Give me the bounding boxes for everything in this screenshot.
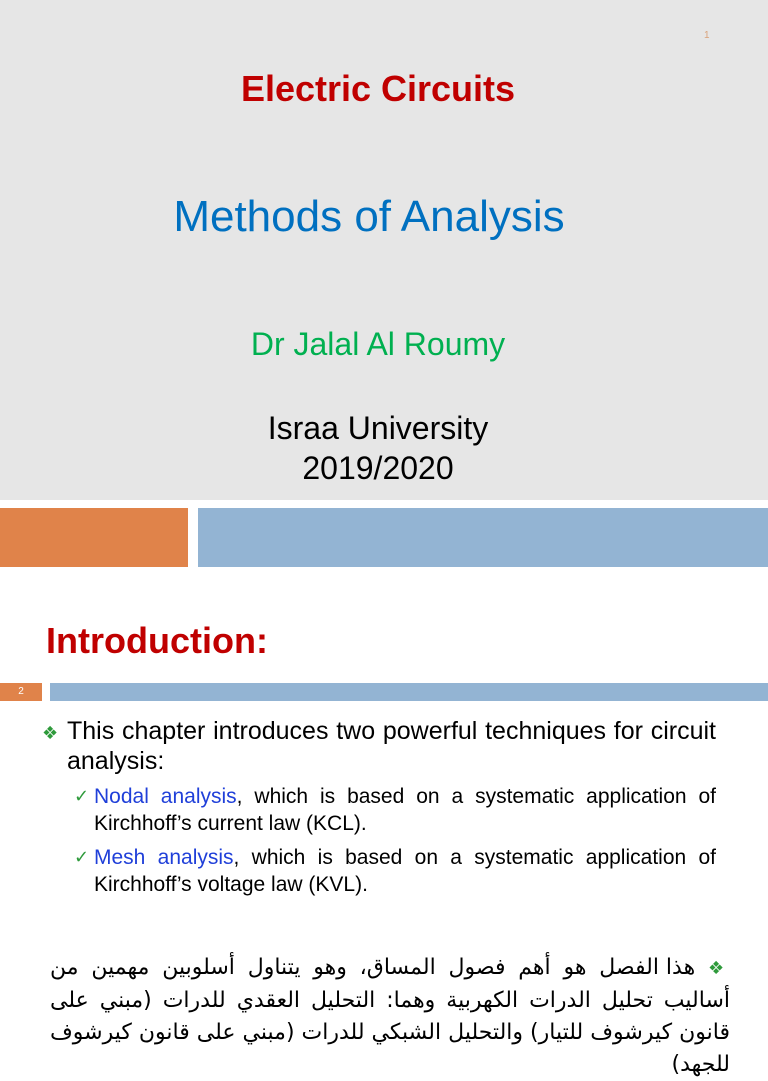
decorative-orange-band bbox=[0, 508, 188, 567]
sub-bullet-mesh bbox=[74, 844, 716, 898]
sub-bullet-text: , which is based on a systematic application of Kirchhoff’s voltage law (KVL). bbox=[94, 846, 716, 896]
slide-title: Introduction: bbox=[46, 620, 268, 661]
term-nodal-analysis: Nodal analysis bbox=[94, 785, 237, 808]
arabic-bullet-text: هذا الفصل هو أهم فصول المساق، وهو يتناول أسلوبين مهمين من أساليب تحليل الدرات الكهربية وهما: التحليل العقدي للدرات (مبني على قانون كيرشوف للتيار) والتحليل الشبكي للدرات (مبني على قانون كيرشوف للجهد) bbox=[50, 955, 730, 1077]
main-bullet-text: This chapter introduces two powerful techniques for circuit analysis: bbox=[67, 717, 716, 775]
academic-year: 2019/2020 bbox=[302, 450, 454, 486]
title-slide bbox=[0, 0, 768, 500]
decorative-header-bar bbox=[50, 683, 768, 701]
slide-number-badge: 2 bbox=[0, 683, 42, 701]
checkmark-icon: ✓ bbox=[74, 786, 90, 806]
slide-number: 1 bbox=[704, 30, 710, 41]
checkmark-icon: ✓ bbox=[74, 847, 90, 867]
diamond-bullet-icon: ❖ bbox=[42, 723, 59, 743]
presentation-subtitle: Methods of Analysis bbox=[173, 192, 565, 241]
sub-bullet-text: , which is based on a systematic application of Kirchhoff’s current law (KCL). bbox=[94, 785, 716, 835]
main-bullet bbox=[42, 716, 716, 776]
diamond-bullet-icon: ❖ bbox=[708, 958, 730, 979]
university-block bbox=[0, 408, 756, 488]
university-name: Israa University bbox=[267, 410, 489, 446]
arabic-bullet bbox=[50, 952, 730, 1081]
sub-bullet-nodal bbox=[74, 783, 716, 837]
term-mesh-analysis: Mesh analysis bbox=[94, 846, 234, 869]
author-name: Dr Jalal Al Roumy bbox=[250, 326, 506, 362]
decorative-blue-band bbox=[198, 508, 768, 567]
course-title: Electric Circuits bbox=[240, 68, 516, 109]
